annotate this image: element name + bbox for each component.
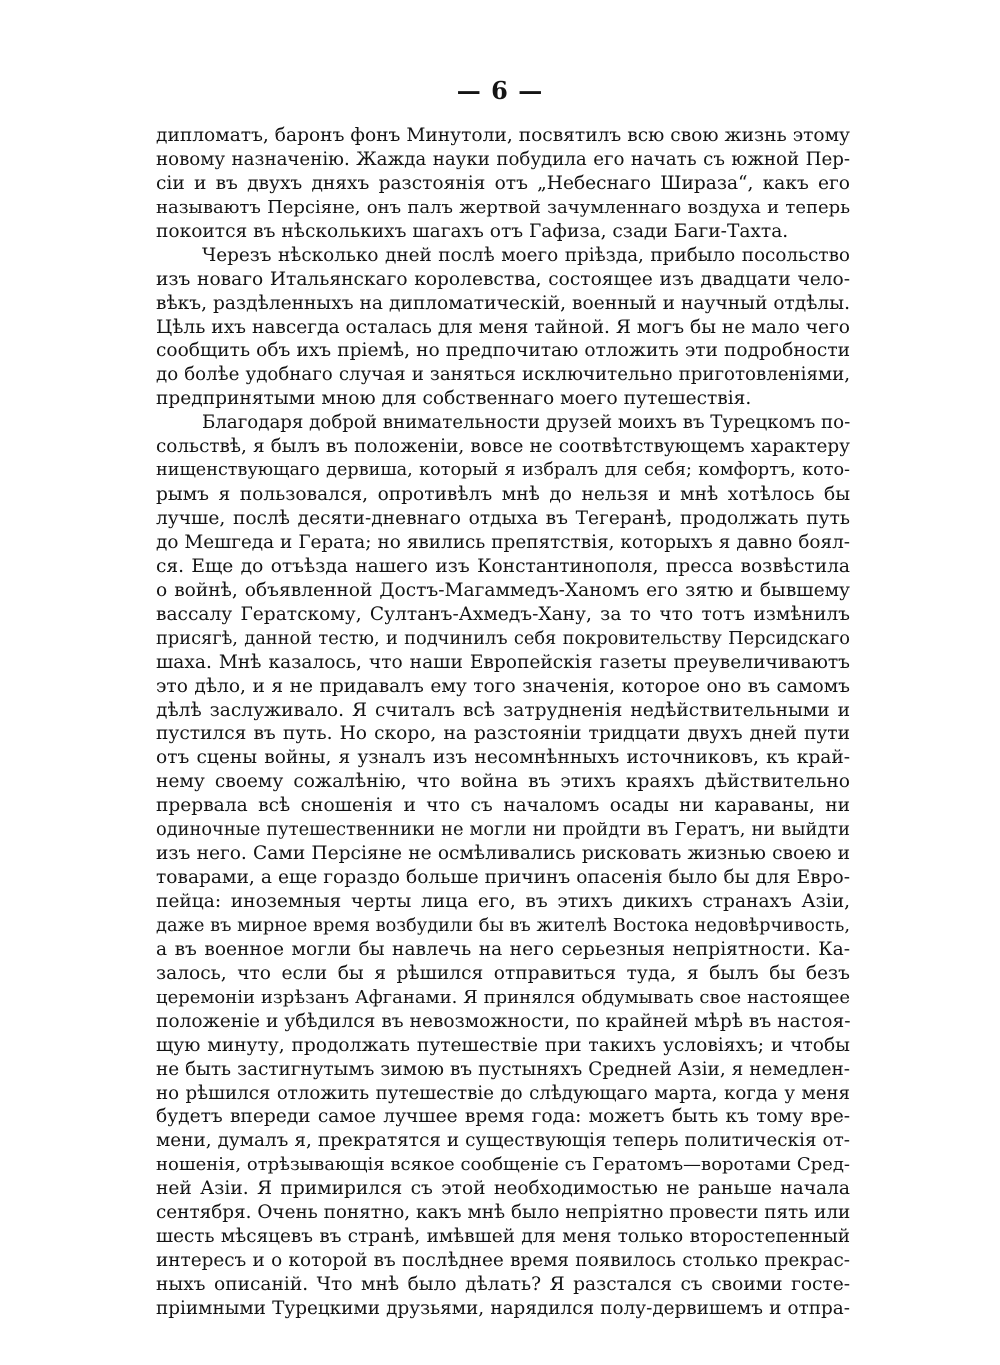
text-line: Черезъ нѣсколько дней послѣ моего пріѣзда, прибыло посольство bbox=[202, 244, 850, 266]
text-line: пустился въ путь. Но скоро, на разстояніи тридцати двухъ дней пути bbox=[156, 723, 850, 745]
text-line: это дѣло, и я не придавалъ ему того значенія, которое оно въ самомъ bbox=[156, 675, 850, 697]
text-line: Благодаря доброй внимательности друзей моихъ въ Турецкомъ по- bbox=[202, 412, 850, 434]
text-line: нему своему сожалѣнію, что война въ этихъ краяхъ дѣйствительно bbox=[156, 771, 850, 793]
text-line: новому назначенію. Жажда науки побудила его начать съ южной Пер- bbox=[156, 148, 850, 170]
page-number: — 6 — bbox=[456, 76, 544, 105]
text-line: отъ сцены войны, я узналъ изъ несомнѣнныхъ источниковъ, къ край- bbox=[156, 747, 850, 769]
text-line: вассалу Гератскому, Султанъ-Ахмедъ-Хану, за то что тотъ измѣнилъ bbox=[156, 603, 850, 625]
text-line: нищенствующаго дервиша, который я избралъ для себя; комфортъ, кото- bbox=[156, 460, 850, 481]
text-line: будетъ впереди самое лучшее время года: можетъ быть къ тому вре- bbox=[156, 1106, 850, 1128]
text-line: не быть застигнутымъ зимою въ пустыняхъ Средней Азіи, я немедлен- bbox=[156, 1058, 850, 1080]
text-line: покоится въ нѣсколькихъ шагахъ отъ Гафиза, сзади Баги-Тахта. bbox=[156, 220, 789, 242]
text-line: прервала всѣ сношенія и что съ началомъ осады ни караваны, ни bbox=[156, 795, 850, 817]
text-line: о войнѣ, объявленной Достъ-Магаммедъ-Ханомъ его зятю и бывшему bbox=[156, 579, 850, 601]
text-line: мени, думалъ я, прекратятся и существующія теперь политическія от- bbox=[156, 1130, 850, 1152]
text-line: ношенія, отрѣзывающія всякое сообщеніе съ Гератомъ—воротами Сред- bbox=[156, 1154, 850, 1176]
text-line: предпринятыми мною для собственнаго моего путешествія. bbox=[156, 388, 752, 410]
text-line: шаха. Мнѣ казалось, что наши Европейскія газеты преувеличиваютъ bbox=[156, 651, 850, 673]
text-line: лучше, послѣ десяти-дневнаго отдыха въ Тегеранѣ, продолжать путь bbox=[156, 508, 850, 529]
text-line: дѣлѣ заслуживало. Я считалъ всѣ затрудненія недѣйствительными и bbox=[156, 699, 850, 721]
text-line: сіи и въ двухъ дняхъ разстоянія отъ „Небеснаго Шираза“, какъ его bbox=[156, 172, 850, 194]
text-line: Цѣль ихъ навсегда осталась для меня тайной. Я могъ бы не мало чего bbox=[156, 316, 850, 338]
text-line: изъ него. Сами Персіяне не осмѣливались рисковать жизнью своею и bbox=[156, 843, 850, 865]
text-line: шесть мѣсяцевъ въ странѣ, имѣвшей для меня только второстепенный bbox=[156, 1226, 850, 1248]
text-line: а въ военное могли бы навлечь на него серьезныя непріятности. Ка- bbox=[156, 938, 850, 960]
text-line: положеніе и убѣдился въ невозможности, по крайней мѣрѣ въ настоя- bbox=[156, 1010, 850, 1032]
text-line: называютъ Персіяне, онъ палъ жертвой зачумленнаго воздуха и теперь bbox=[156, 196, 850, 218]
paragraph bbox=[156, 124, 850, 244]
text-line: одиночные путешественники не могли ни пройдти въ Гератъ, ни выйдти bbox=[156, 819, 850, 841]
text-line: интересъ и о которой въ послѣднее время появилось столько прекрас- bbox=[156, 1250, 850, 1272]
text-line: товарами, а еще гораздо больше причинъ опасенія было бы для Евро- bbox=[156, 867, 850, 889]
body-text bbox=[156, 124, 850, 1321]
text-line: ныхъ описаній. Что мнѣ было дѣлать? Я разстался съ своими госте- bbox=[156, 1274, 850, 1295]
text-line: сольствѣ, я былъ въ положеніи, вовсе не соотвѣтствующемъ характеру bbox=[156, 436, 850, 458]
text-line: рымъ я пользовался, опротивѣлъ мнѣ до нельзя и мнѣ хотѣлось бы bbox=[156, 484, 850, 506]
text-line: пріимными Турецкими друзьями, нарядился полу-дервишемъ и отпра- bbox=[156, 1297, 850, 1319]
text-line: сообщить объ ихъ пріемѣ, но предпочитаю отложить эти подробности bbox=[156, 340, 850, 362]
text-line: церемоніи изрѣзанъ Афганами. Я принялся обдумывать свое настоящее bbox=[156, 986, 850, 1008]
text-line: до болѣе удобнаго случая и заняться исключительно приготовленіями, bbox=[156, 364, 850, 386]
text-line: залось, что если бы я рѣшился отправиться туда, я былъ бы безъ bbox=[156, 962, 850, 984]
text-line: пейца: иноземныя черты лица его, въ этихъ дикихъ странахъ Азіи, bbox=[156, 891, 850, 912]
text-line: даже въ мирное время возбудили бы въ жителѣ Востока недовѣрчивость, bbox=[156, 914, 850, 936]
text-line: вѣкъ, раздѣленныхъ на дипломатическій, военный и научный отдѣлы. bbox=[156, 292, 850, 314]
text-line: ней Азіи. Я примирился съ этой необходимостью не раньше начала bbox=[156, 1178, 850, 1200]
text-line: сентября. Очень понятно, какъ мнѣ было непріятно провести пять или bbox=[156, 1202, 850, 1224]
text-line: ся. Еще до отъѣзда нашего изъ Константинополя, пресса возвѣстила bbox=[156, 555, 850, 577]
paragraph bbox=[156, 244, 850, 412]
paragraph bbox=[156, 411, 850, 1321]
text-line: щую минуту, продолжать путешествіе при такихъ условіяхъ; и чтобы bbox=[156, 1034, 850, 1056]
text-line: дипломатъ, баронъ фонъ Минутоли, посвятилъ всю свою жизнь этому bbox=[156, 125, 850, 146]
text-line: но рѣшился отложить путешествіе до слѣдующаго марта, когда у меня bbox=[156, 1082, 850, 1104]
text-line: присягѣ, данной тестю, и подчинилъ себя покровительству Персидскаго bbox=[156, 627, 850, 649]
text-line: до Мешгеда и Герата; но явились препятствія, которыхъ я давно боял- bbox=[156, 531, 850, 553]
text-line: изъ новаго Итальянскаго королевства, состоящее изъ двадцати чело- bbox=[156, 268, 850, 290]
